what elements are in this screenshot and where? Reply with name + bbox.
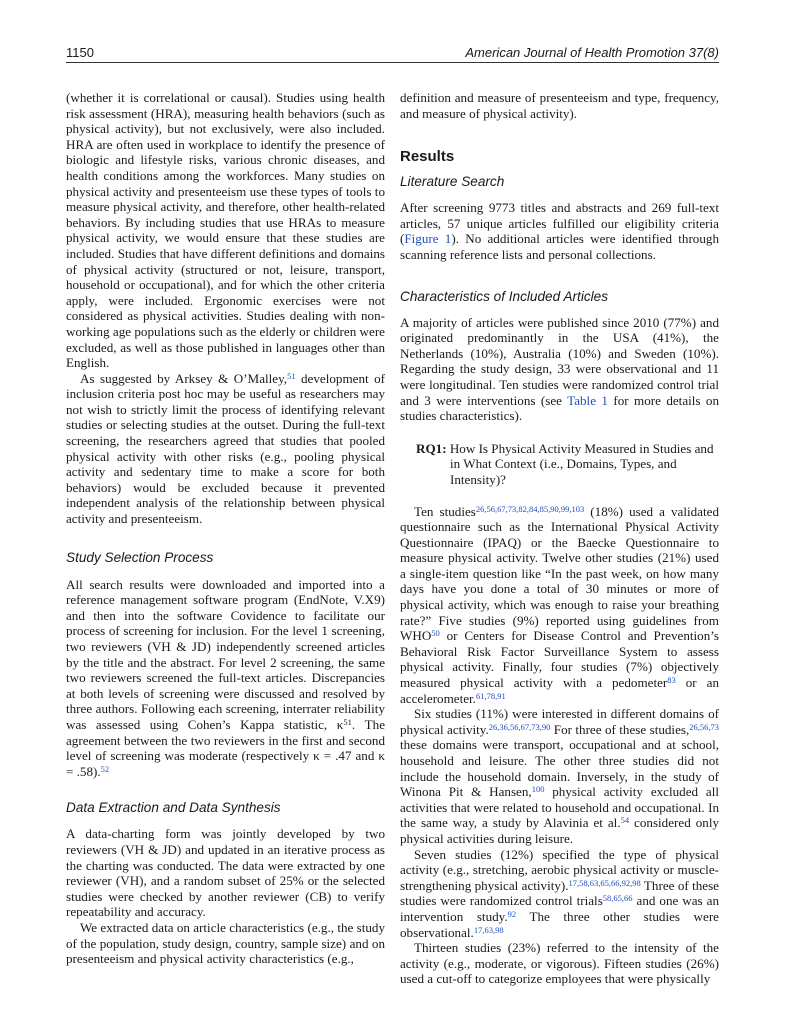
header-rule <box>66 62 719 63</box>
citation-ref[interactable]: 61,78,91 <box>475 690 506 701</box>
citation-ref[interactable]: 17,63,98 <box>473 924 504 935</box>
citation-ref[interactable]: 54 <box>620 815 630 826</box>
heading-results: Results <box>400 148 455 166</box>
citation-ref[interactable]: 26,56,73 <box>689 721 719 732</box>
citation-ref[interactable]: 17,58,63,65,66,92,98 <box>568 877 641 888</box>
paragraph-measurement: Ten studies$^{26,56,67,73,82,84,85,90,99,103}$ (18%) used a validated questionnaire such as the International Physical Activity Questionnaire (IPAQ) or the Baecke Questionnaire to measure physical activity. Twelve other studies (21%) used a single-item question like “In the past week, on how many days have you done a total of 30 minutes or more of physical activity, which was enough to raise your breathing rate?” Five studies (9%) reported using guidelines from WHO$^{50}$ or Centers for Disease Control and Prevention’s Behavioral Risk Factor Surveillance System to assess physical activity. Finally, four studies (7%) objectively measured physical activity with a pedometer$^{83}$ or an accelerometer.$^{61,78,91}$ <box>400 503 719 706</box>
citation-ref[interactable]: 52 <box>100 763 110 774</box>
citation-ref[interactable]: 51 <box>287 370 296 381</box>
left-column <box>66 90 385 967</box>
citation-ref[interactable]: 92 <box>507 908 517 919</box>
paragraph-data-charting: A data-charting form was jointly developed by two reviewers (VH & JD) and updated in an iterative process as the charting was conducted. The data were extracted by one reviewer (VH), and a random subset of 25% or the selected studies were checked by another reviewer (CB) to verify repeatability and accuracy. <box>66 826 385 920</box>
citation-ref[interactable]: 50 <box>431 628 440 639</box>
rq-label: RQ1: <box>416 440 447 456</box>
citation-ref[interactable]: 100 <box>531 784 545 795</box>
paragraph-characteristics: A majority of articles were published since 2010 (77%) and originated predominantly in the USA (41%), the Netherlands (10%), Australia (10%) and Sweden (10%). Regarding the study design, 33 were observational and 11 were longitudinal. Ten studies were randomized control trial and 3 were interventions (see Table 1 for more details on studies characteristics). <box>400 314 719 424</box>
paragraph-domains: Six studies (11%) were interested in different domains of physical activity.$^{26,36,56,67,73,90}$ For three of these studies,$^{26,56,73}$ these domains were transport, occupational and at school, household and leisure. The other three studies did not include the household domain. Inversely, in the study of Winona Pit & Hansen,$^{100}$ physical activity excluded all activities that were related to household and occupational. In the same way, a study by Alavinia et al.$^{54}$ considered only physical activities during leisure. <box>400 706 719 846</box>
page-number: 1150 <box>66 45 94 60</box>
paragraph-study-selection: All search results were downloaded and imported into a reference management software program (EndNote, V.X9) and then into the software Covidence to facilitate our process of screening for inclusion. For the level 1 screening, two reviewers (VH & JD) independently screened articles by the title and the abstract. For level 2 screening, the same two reviewers screened the full-text articles. Discrepancies at both levels of screening were discussed and resolved by three authors. Following each screening, interrater reliability was assessed using Cohen’s Kappa statistic, $\kappa^{51}$. The agreement between the two reviewers in the first and second level of screening was moderate (respectively κ = .47 and κ = .58).$^{52}$ <box>66 576 385 779</box>
heading-data-extraction: Data Extraction and Data Synthesis <box>66 800 281 816</box>
heading-characteristics: Characteristics of Included Articles <box>400 288 609 304</box>
paragraph-arksey: As suggested by Arksey & O’Malley,$^{51}$ development of inclusion criteria post hoc may be useful as researchers may not wish to strictly limit the process of identifying relevant studies or selecting studies at the outset. During the full-text screening, the researchers agreed that studies that pooled physical activity with other risks (e.g., pooling physical activity and sedentary time to make a score for both behaviors) would be excluded because it prevented independent analysis of the relationship between physical activity and presenteeism. <box>66 370 385 527</box>
research-question-1: RQ1: How Is Physical Activity Measured in Studies and in What Context (i.e., Domains, Types, and Intensity)? <box>416 440 714 487</box>
heading-study-selection: Study Selection Process <box>66 549 214 565</box>
paragraph-definition: definition and measure of presenteeism and type, frequency, and measure of physical activity). <box>400 90 719 121</box>
kappa-superscript: 51 <box>343 716 352 727</box>
right-column <box>400 90 719 987</box>
paragraph-extracted-data: We extracted data on article characteristics (e.g., the study of the population, study design, country, sample size) and on presenteeism and physical activity characteristics (e.g., <box>66 919 385 967</box>
paragraph-literature-search: After screening 9773 titles and abstracts and 269 full-text articles, 57 unique articles fulfilled our eligibility criteria (Figure 1). No additional articles were identified through scanning reference lists and personal collections. <box>400 200 719 262</box>
paragraph-types: Seven studies (12%) specified the type of physical activity (e.g., stretching, aerobic physical activity or muscle-strengthening physical activity).$^{17,58,63,65,66,92,98}$ Three of these studies were randomized control trials$^{58,65,66}$ and one was an intervention study.$^{92}$ The three other studies were observational.$^{17,63,98}$ <box>400 846 719 940</box>
table-1-link[interactable]: Table 1 <box>567 392 608 408</box>
running-header <box>66 38 719 60</box>
paragraph-inclusion-hra: (whether it is correlational or causal). Studies using health risk assessment (HRA), measuring health behaviors (such as physical activity), but not exclusively, were also included. HRA are often used in workplace to identify the presence of biologic and lifestyle risks, various chronic diseases, and health conditions among the workforces. Many studies on physical activity and presenteeism use these types of tools to measure physical activity, and therefore, other health-related behaviors. By including studies that use HRAs to measure physical activity, we would ensure that these studies are included. Studies that have different definitions and domains of physical activity (structured or not, leisure, transport, household or occupational), and for which the other criteria apply, were included. Ergonomic exercises were not considered as physical activities. Studies dealing with non-working age populations such as the elderly or children were excluded, as well as those published in languages other than English. <box>66 90 385 371</box>
journal-name: American Journal of Health Promotion 37(8) <box>465 45 719 60</box>
citation-ref[interactable]: 26,36,56,67,73,90 <box>488 721 551 732</box>
heading-literature-search: Literature Search <box>400 174 505 190</box>
paragraph-intensity: Thirteen studies (23%) referred to the intensity of the activity (e.g., moderate, or vigorous). Fifteen studies (26%) used a cut-off to categorize employees that were physically <box>400 940 719 987</box>
citation-ref[interactable]: 26,56,67,73,82,84,85,90,99,103 <box>475 503 585 514</box>
figure-1-link[interactable]: Figure 1 <box>404 231 452 247</box>
citation-ref[interactable]: 83 <box>667 675 676 686</box>
citation-ref[interactable]: 58,65,66 <box>602 893 633 904</box>
